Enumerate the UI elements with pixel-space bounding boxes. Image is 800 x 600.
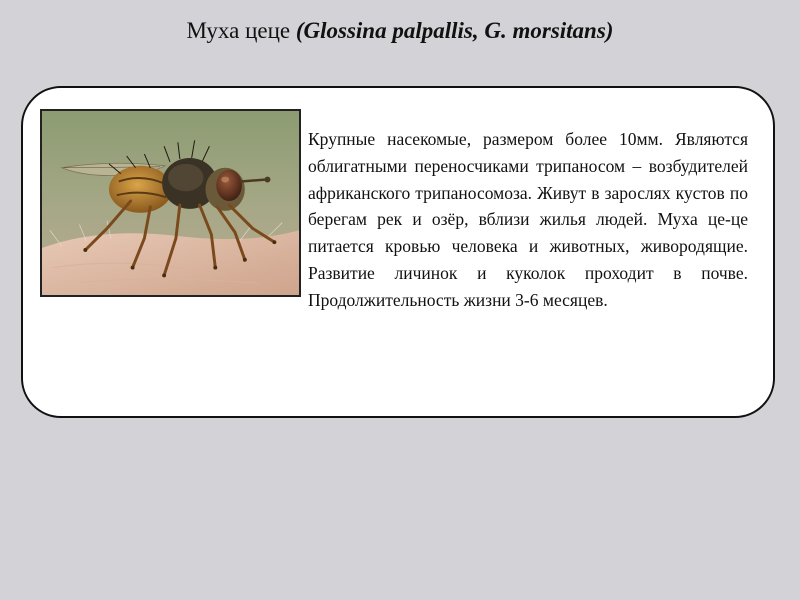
title-latin-name: (Glossina palpallis, G. morsitans): [295, 18, 614, 43]
content-card: [21, 86, 775, 418]
tsetse-fly-illustration: [42, 111, 299, 295]
tsetse-fly-photo: [40, 109, 301, 297]
slide-title: [0, 18, 800, 44]
description-text: Крупные насекомые, размером более 10мм. Являются облигатными переносчиками трипаносом – возбудителей африканского трипаносомоза. Живут в зарослях кустов по берегам рек и озёр, вблизи жилья людей. Муха це-це питается кровью человека и животных, живородящие. Развитие личинок и куколок проходит в почве. Продолжительность жизни 3-6 месяцев.: [308, 129, 748, 310]
title-common-name: Муха цеце: [186, 18, 291, 43]
